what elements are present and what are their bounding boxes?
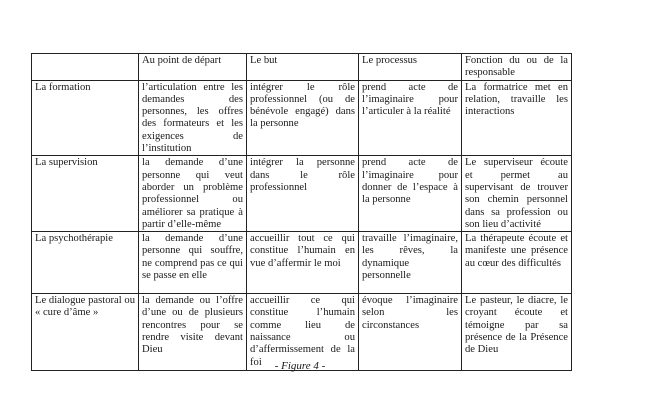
table-cell: prend acte de l’imaginaire pour donner de l’espace à la personne xyxy=(359,156,462,232)
table-cell: la demande d’une personne qui souffre, ne comprend pas ce qui se passe en elle xyxy=(139,232,247,294)
table-cell: l’articulation entre les demandes des personnes, les offres des formateurs et les exigences de l’institution xyxy=(139,80,247,156)
row-label: La psychothérapie xyxy=(32,232,139,294)
table-cell: Le superviseur écoute et permet au supervisant de trouver son chemin personnel dans sa profession ou son lieu d’activité xyxy=(462,156,572,232)
comparison-table xyxy=(31,53,572,371)
header-cell-but: Le but xyxy=(247,54,359,81)
table-cell: travaille l’imaginaire, les rêves, la dynamique personnelle xyxy=(359,232,462,294)
table-cell: la demande d’une personne qui veut aborder un problème professionnel ou améliorer sa pratique à partir d’elle-même xyxy=(139,156,247,232)
table-cell: prend acte de l’imaginaire pour l’articuler à la réalité xyxy=(359,80,462,156)
table-row xyxy=(32,232,572,294)
row-label: Le dialogue pastoral ou « cure d’âme » xyxy=(32,294,139,371)
table-cell: évoque l’imaginaire selon les circonstances xyxy=(359,294,462,371)
row-label: La supervision xyxy=(32,156,139,232)
header-cell-fonction: Fonction du ou de la responsable xyxy=(462,54,572,81)
table-row xyxy=(32,80,572,156)
header-cell-processus: Le processus xyxy=(359,54,462,81)
table-row xyxy=(32,156,572,232)
header-cell-empty xyxy=(32,54,139,81)
table-cell: la demande ou l’offre d’une ou de plusieurs rencontres pour se rendre visite devant Dieu xyxy=(139,294,247,371)
table-cell: La thérapeute écoute et manifeste une présence au cœur des difficultés xyxy=(462,232,572,294)
table-cell: accueillir tout ce qui constitue l’humain en vue d’affermir le moi xyxy=(247,232,359,294)
table-cell: intégrer le rôle professionnel (ou de bénévole engagé) dans la personne xyxy=(247,80,359,156)
header-row xyxy=(32,54,572,81)
header-cell-depart: Au point de départ xyxy=(139,54,247,81)
row-label: La formation xyxy=(32,80,139,156)
figure-caption: - Figure 4 - xyxy=(274,360,326,372)
table-cell: Le pasteur, le diacre, le croyant écoute et témoigne par sa présence de la Présence de Dieu xyxy=(462,294,572,371)
table-cell: accueillir ce qui constitue l’humain comme lieu de naissance ou d’affermissement de la foi xyxy=(247,294,359,371)
table-cell: La formatrice met en relation, travaille les interactions xyxy=(462,80,572,156)
table-cell: intégrer la personne dans le rôle professionnel xyxy=(247,156,359,232)
